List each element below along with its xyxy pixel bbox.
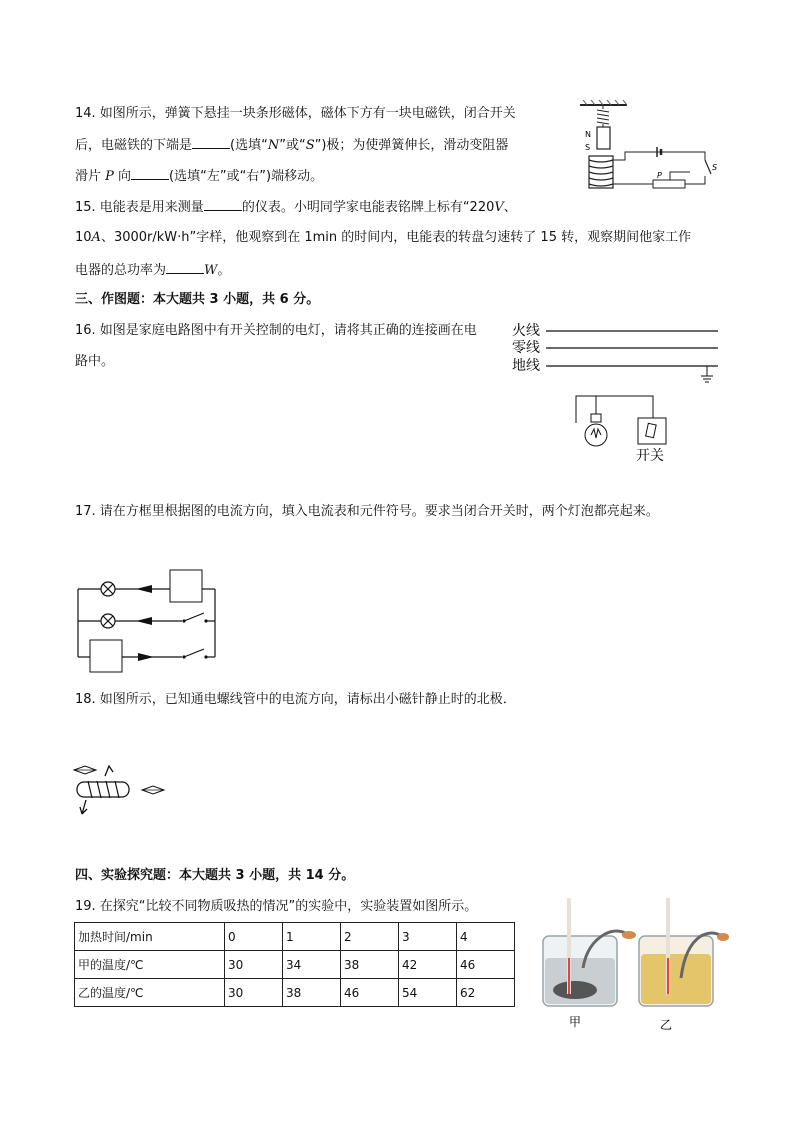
- temperature-table: [74, 922, 515, 1007]
- table-cell: 62: [457, 979, 515, 1007]
- switch-box-icon: [638, 418, 666, 444]
- table-cell: 54: [399, 979, 457, 1007]
- q15-line1: [75, 197, 517, 217]
- ground-symbol-icon: [701, 366, 713, 382]
- lamp-2-icon: [101, 614, 115, 628]
- fig-p-label: P: [657, 171, 662, 180]
- q18-line: 18. 如图所示，已知通电螺线管中的电流方向，请标出小磁针静止时的北极．: [75, 692, 516, 707]
- compass-needle-top-icon: [74, 766, 96, 774]
- table-cell: 34: [283, 951, 341, 979]
- q15-text: 的仪表。小明同学家电能表铭牌上标有“220: [241, 200, 495, 215]
- beaker-b-icon: [639, 898, 729, 1006]
- q14-blank-2[interactable]: [131, 166, 169, 180]
- q15-text: 10: [75, 230, 92, 245]
- beaker-figure: [535, 898, 730, 1038]
- table-cell: 4: [457, 923, 515, 951]
- fig-n-label: N: [585, 130, 591, 139]
- switch-icon: [705, 160, 711, 174]
- switch-label: 开关: [636, 448, 664, 464]
- q14-text: (选填“左”或“右”)端移动。: [169, 169, 324, 184]
- table-row: [75, 951, 515, 979]
- table-row: [75, 979, 515, 1007]
- solenoid-figure: [72, 760, 172, 820]
- household-circuit-figure: [508, 318, 728, 466]
- q15-blank-1[interactable]: [204, 197, 242, 211]
- table-cell: 30: [225, 951, 283, 979]
- table-cell: 甲的温度/℃: [75, 951, 225, 979]
- blank-box-top[interactable]: [170, 570, 202, 602]
- fig-switch-label: S: [712, 163, 718, 172]
- bar-magnet: [597, 127, 610, 149]
- q19-line: 19. 在探究“比较不同物质吸热的情况”的实验中，实验装置如图所示。: [75, 899, 478, 914]
- parallel-circuit-figure: [70, 565, 220, 673]
- q15-line3: [75, 260, 230, 280]
- electromagnet-figure: [575, 100, 725, 192]
- switch-1-icon: [184, 613, 204, 621]
- table-cell: 0: [225, 923, 283, 951]
- table-cell: 乙的温度/℃: [75, 979, 225, 1007]
- table-cell: 38: [283, 979, 341, 1007]
- current-arrow-down-icon: [80, 800, 87, 814]
- rheostat-icon: [653, 180, 685, 188]
- q15-a: A: [91, 230, 101, 245]
- caption-b: 乙: [660, 1018, 673, 1032]
- q15-text: 、3000r/kW·h”字样，他观察到在 1min 的时间内，电能表的转盘匀速转了 15 转，观察期间他家工作: [100, 230, 692, 245]
- q15-text: 15. 电能表是用来测量: [75, 200, 204, 215]
- q14-text: 向: [113, 169, 132, 184]
- section-3-heading: 三、作图题：本大题共 3 小题，共 6 分。: [75, 292, 320, 307]
- q15-v: V: [494, 200, 504, 215]
- compass-needle-right-icon: [142, 786, 164, 794]
- current-arrow-up-icon: [105, 766, 113, 776]
- q17-line: 17. 请在方框里根据图的电流方向，填入电流表和元件符号。要求当闭合开关时，两个灯泡都亮起来。: [75, 504, 659, 519]
- q14-text: ”)极；为使弹簧伸长，滑动变阻器: [314, 138, 509, 153]
- ground-wire-label: 地线: [512, 358, 540, 374]
- caption-a: 甲: [569, 1015, 582, 1029]
- q14-line2: [75, 135, 508, 155]
- table-cell: 1: [283, 923, 341, 951]
- table-cell: 3: [399, 923, 457, 951]
- table-cell: 42: [399, 951, 457, 979]
- section-4-heading: 四、实验探究题：本大题共 3 小题，共 14 分。: [75, 868, 355, 883]
- q16-line2: 路中。: [75, 354, 115, 369]
- table-cell: 2: [341, 923, 399, 951]
- switch-2-icon: [184, 649, 204, 657]
- q14-text: ”或“: [279, 138, 306, 153]
- blank-box-bottom[interactable]: [90, 640, 122, 672]
- q15-w: W: [204, 263, 218, 278]
- table-row: [75, 923, 515, 951]
- q14-p: P: [105, 169, 114, 184]
- q15-blank-2[interactable]: [166, 260, 204, 274]
- q14-line3: [75, 166, 323, 186]
- lamp-icon: [585, 414, 607, 446]
- current-arrow-2: [136, 617, 152, 625]
- q14-text: 滑片: [75, 169, 106, 184]
- table-cell: 加热时间/min: [75, 923, 225, 951]
- table-cell: 38: [341, 951, 399, 979]
- q14-s: S: [305, 138, 315, 153]
- table-cell: 46: [341, 979, 399, 1007]
- q14-n: N: [267, 138, 280, 153]
- current-arrow-3: [138, 653, 154, 661]
- q15-line2: [75, 229, 691, 247]
- table-cell: 46: [457, 951, 515, 979]
- lamp-1-icon: [101, 582, 115, 596]
- q16-line1: 16. 如图是家庭电路图中有开关控制的电灯，请将其正确的连接画在电: [75, 323, 477, 338]
- solenoid-icon: [77, 781, 129, 798]
- table-cell: 30: [225, 979, 283, 1007]
- live-wire-label: 火线: [512, 323, 540, 339]
- q15-text: 。: [217, 263, 231, 278]
- q14-line1: 14. 如图所示，弹簧下悬挂一块条形磁体，磁体下方有一块电磁铁，闭合开关: [75, 106, 516, 121]
- fig-s-label: S: [585, 143, 591, 152]
- q15-text: 电器的总功率为: [75, 263, 167, 278]
- q15-text: 、: [503, 200, 517, 215]
- q14-text: (选填“: [230, 138, 268, 153]
- q14-text: 后，电磁铁的下端是: [75, 138, 193, 153]
- current-arrow-1: [136, 585, 152, 593]
- neutral-wire-label: 零线: [512, 340, 540, 356]
- q14-blank-1[interactable]: [192, 135, 230, 149]
- beaker-a-icon: [543, 898, 636, 1006]
